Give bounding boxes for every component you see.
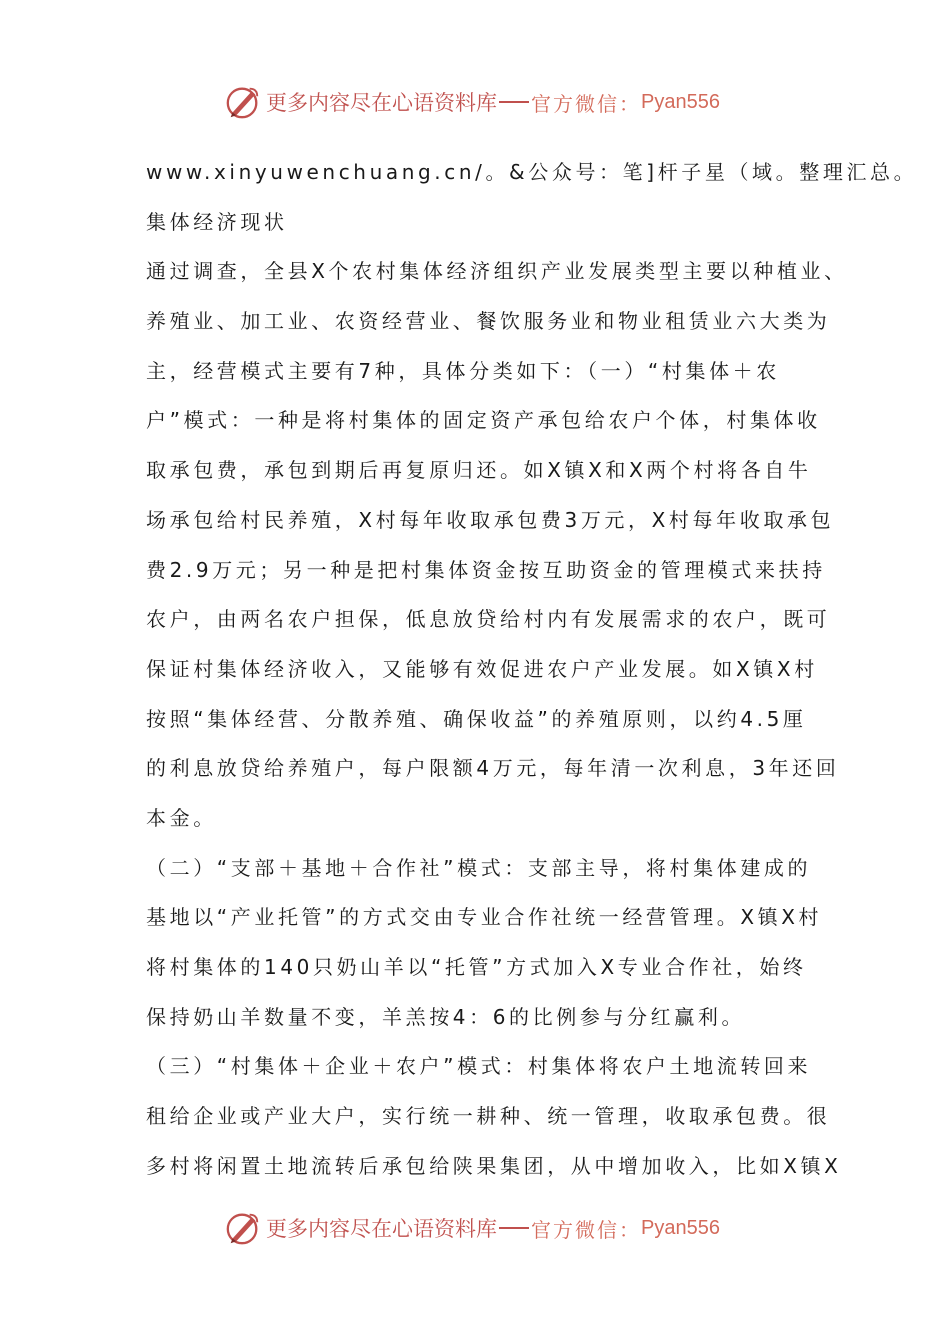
text-line: 按照“集体经营、分散养殖、确保收益”的养殖原则，以约4.5厘 [146, 706, 807, 731]
banner-contact-label: 官方微信： [531, 91, 641, 116]
text-line: 养殖业、加工业、农资经营业、餐饮服务业和物业租赁业六大类为 [146, 309, 831, 334]
document-body [146, 148, 918, 1191]
text-line: 将村集体的140只奶山羊以“托管”方式加入X专业合作社，始终 [146, 955, 807, 979]
pen-logo-icon [224, 83, 262, 121]
banner-dash [499, 1227, 529, 1229]
text-line: 通过调查，全县X个农村集体经济组织产业发展类型主要以种植业、 [146, 259, 848, 284]
pen-logo-icon [224, 1209, 262, 1247]
banner-contact-label: 官方微信： [531, 1217, 641, 1242]
text-line: 本金。 [146, 805, 217, 830]
banner-contact-id: Pyan556 [641, 90, 720, 113]
footer-banner [224, 1206, 744, 1250]
text-line: 农户，由两名农户担保，低息放贷给村内有发展需求的农户，既可 [146, 607, 831, 632]
text-line: 户”模式：一种是将村集体的固定资产承包给农户个体，村集体收 [146, 408, 821, 433]
text-line: （二）“支部＋基地＋合作社”模式：支部主导，将村集体建成的 [146, 855, 812, 880]
text-line: 多村将闲置土地流转后承包给陕果集团，从中增加收入，比如X镇X [146, 1153, 842, 1178]
text-line: 场承包给村民养殖，X村每年收取承包费3万元，X村每年收取承包 [146, 507, 835, 532]
text-line: 取承包费，承包到期后再复原归还。如X镇X和X两个村将各自牛 [146, 458, 812, 483]
text-line: www.xinyuwenchuang.cn/。&公众号：笔]杆子星（域。整理汇总。 [146, 160, 918, 184]
text-line: 保持奶山羊数量不变，羊羔按4：6的比例参与分红赢利。 [146, 1004, 746, 1029]
banner-dash [499, 101, 529, 103]
text-line: 租给企业或产业大户，实行统一耕种、统一管理，收取承包费。很 [146, 1104, 831, 1129]
text-line: （三）“村集体＋企业＋农户”模式：村集体将农户土地流转回来 [146, 1054, 812, 1079]
text-line: 保证村集体经济收入，又能够有效促进农户产业发展。如X镇X村 [146, 656, 818, 681]
header-banner [224, 80, 744, 124]
section-heading: 集体经济现状 [146, 209, 288, 234]
banner-title: 更多内容尽在心语资料库 [266, 1217, 497, 1241]
banner-title: 更多内容尽在心语资料库 [266, 91, 497, 115]
text-line: 费2.9万元；另一种是把村集体资金按互助资金的管理模式来扶持 [146, 557, 826, 582]
text-line: 主，经营模式主要有7种，具体分类如下：（一）“村集体＋农 [146, 358, 780, 383]
text-line: 基地以“产业托管”的方式交由专业合作社统一经营管理。X镇X村 [146, 905, 823, 930]
text-line: 的利息放贷给养殖户，每户限额4万元，每年清一次利息，3年还回 [146, 756, 840, 781]
banner-contact-id: Pyan556 [641, 1216, 720, 1239]
